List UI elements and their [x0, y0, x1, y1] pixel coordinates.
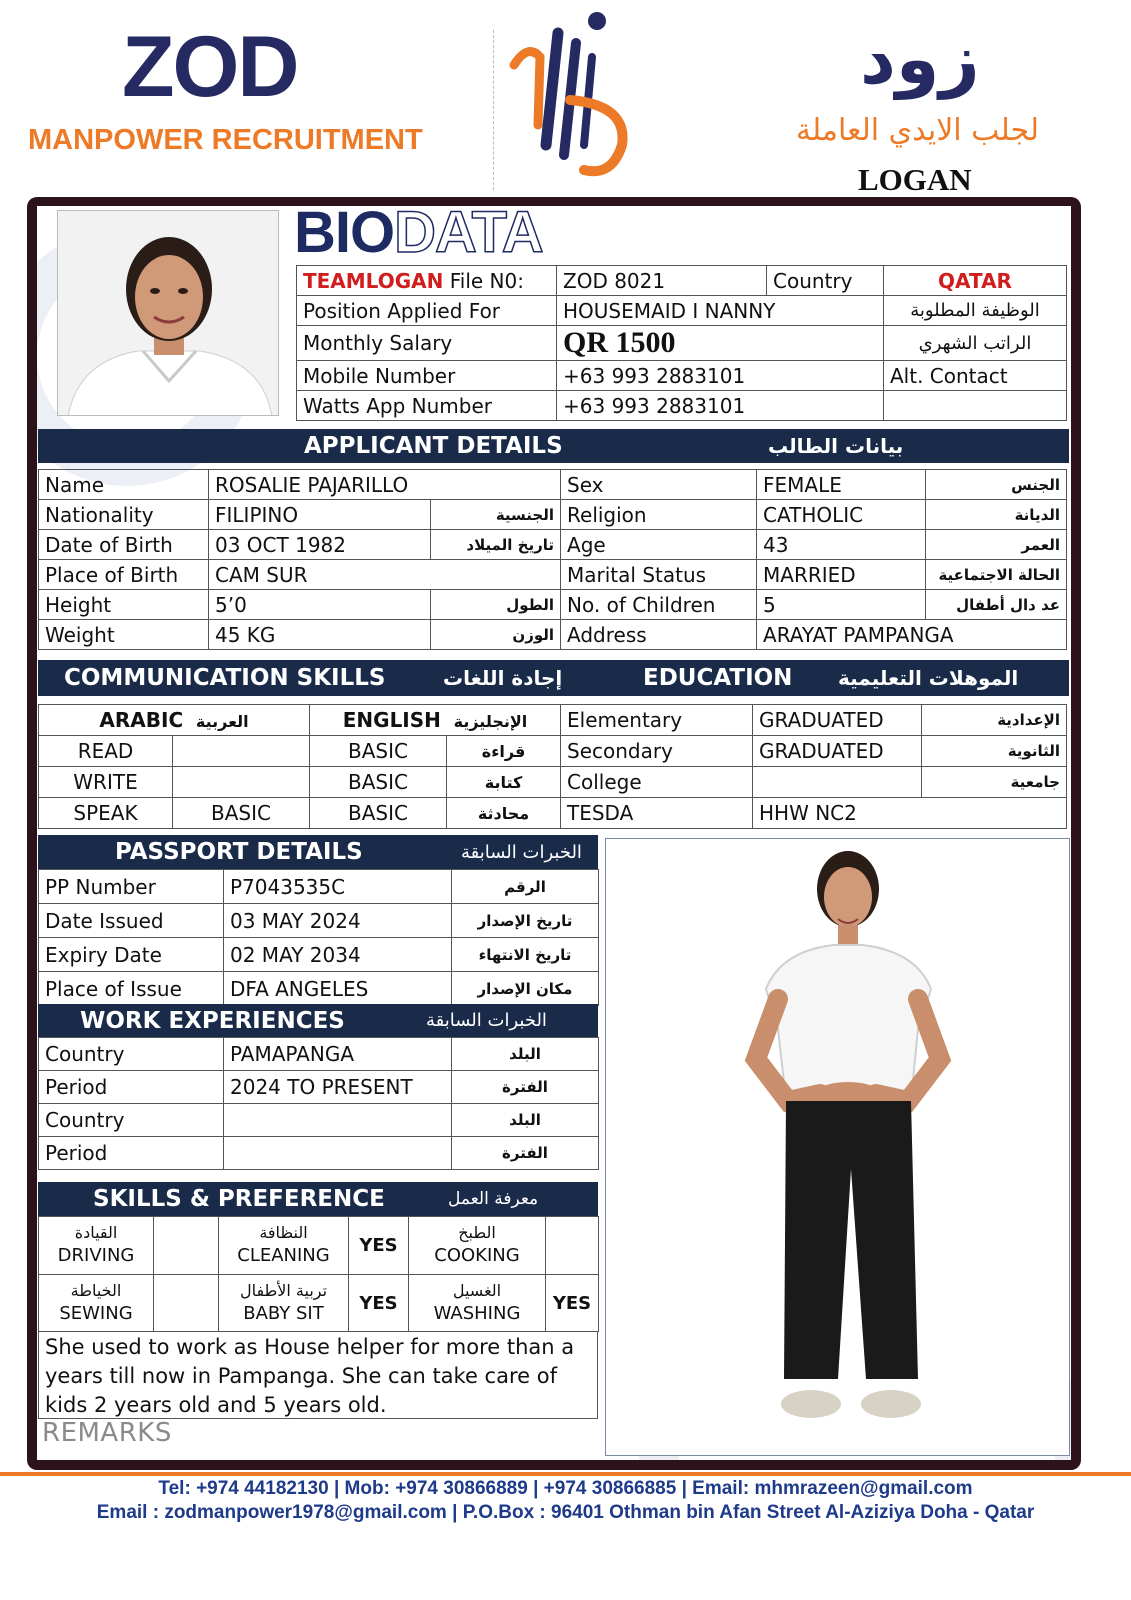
education-table: [560, 704, 1067, 829]
work-experience-title-ar: الخبرات السابقة: [426, 1010, 547, 1031]
marital-value: MARRIED: [757, 560, 926, 590]
read-label-ar: قراءة: [447, 736, 561, 767]
cleaning-skill: النظافة CLEANING: [219, 1217, 349, 1275]
biodata-title: BIODATA: [294, 200, 543, 265]
table-row: [39, 560, 1067, 590]
position-value: HOUSEMAID I NANNY: [557, 296, 884, 326]
table-row: [297, 391, 1067, 421]
alt-contact-label: Alt. Contact: [884, 361, 1067, 391]
table-row: [39, 530, 1067, 560]
pp-number-label-ar: الرقم: [452, 870, 599, 904]
work-period-label-ar: الفترة: [452, 1071, 599, 1104]
elementary-value: GRADUATED: [753, 705, 922, 736]
address-value: ARAYAT PAMPANGA: [757, 620, 1067, 650]
skills-table: [38, 1216, 599, 1332]
arabic-tagline: لجلب الايدي العاملة: [795, 113, 1040, 148]
cleaning-value: YES: [349, 1217, 409, 1275]
table-row: [39, 767, 561, 798]
elementary-label: Elementary: [561, 705, 753, 736]
religion-label: Religion: [561, 500, 757, 530]
work-period-label: Period: [39, 1071, 224, 1104]
expiry-date-value: 02 MAY 2034: [224, 938, 452, 972]
secondary-label: Secondary: [561, 736, 753, 767]
footer-contact-line: Tel: +974 44182130 | Mob: +974 30866889 | +974 30866885 | Email: mhmrazeen@gmail.com: [158, 1478, 973, 1499]
table-row: [39, 620, 1067, 650]
height-value: 5’0: [209, 590, 431, 620]
name-value: ROSALIE PAJARILLO: [209, 470, 561, 500]
nationality-label: Nationality: [39, 500, 209, 530]
communication-title: COMMUNICATION SKILLS: [64, 665, 386, 691]
washing-skill: الغسيل WASHING: [409, 1275, 546, 1332]
religion-value: CATHOLIC: [757, 500, 926, 530]
read-english-value: BASIC: [310, 736, 447, 767]
place-of-issue-label-ar: مكان الإصدار: [452, 972, 599, 1006]
nationality-value: FILIPINO: [209, 500, 431, 530]
brand-logo-icon: [500, 5, 640, 180]
weight-label-ar: الوزن: [431, 620, 561, 650]
work-experience-table: [38, 1037, 599, 1170]
table-row: [561, 798, 1067, 829]
age-label-ar: العمر: [926, 530, 1067, 560]
cooking-value: [546, 1217, 599, 1275]
work-period-label: Period: [39, 1137, 224, 1170]
table-row: [39, 938, 599, 972]
pp-number-value: P7043535C: [224, 870, 452, 904]
washing-value: YES: [546, 1275, 599, 1332]
dob-value: 03 OCT 1982: [209, 530, 431, 560]
applicant-details-title: APPLICANT DETAILS: [304, 433, 563, 459]
table-row: [39, 798, 561, 829]
applicant-details-table: [38, 469, 1067, 650]
table-row: [39, 1104, 599, 1137]
height-label-ar: الطول: [431, 590, 561, 620]
table-row: [39, 470, 1067, 500]
elementary-label-ar: الإعدادية: [922, 705, 1067, 736]
table-row: [39, 1137, 599, 1170]
secondary-label-ar: الثانوية: [922, 736, 1067, 767]
skills-title: SKILLS & PREFERENCE: [93, 1186, 385, 1212]
table-row: [297, 361, 1067, 391]
file-info-table: [296, 265, 1067, 421]
work-country-value: PAMAPANGA: [224, 1038, 452, 1071]
mobile-label: Mobile Number: [297, 361, 557, 391]
babysit-value: YES: [349, 1275, 409, 1332]
position-label: Position Applied For: [297, 296, 557, 326]
table-row: [297, 266, 1067, 296]
age-value: 43: [757, 530, 926, 560]
work-country-label: Country: [39, 1104, 224, 1137]
date-issued-label-ar: تاريخ الإصدار: [452, 904, 599, 938]
file-no-label: TEAMLOGAN File N0:: [297, 266, 557, 296]
height-label: Height: [39, 590, 209, 620]
work-period-value: [224, 1137, 452, 1170]
place-of-issue-value: DFA ANGELES: [224, 972, 452, 1006]
alt-contact-value: [884, 391, 1067, 421]
work-period-value: 2024 TO PRESENT: [224, 1071, 452, 1104]
footer-divider: [0, 1472, 1131, 1476]
table-row: [39, 870, 599, 904]
passport-table: [38, 869, 599, 1006]
arabic-brand: زود: [860, 18, 980, 100]
read-label: READ: [39, 736, 173, 767]
driving-skill: القيادة DRIVING: [39, 1217, 154, 1275]
table-row: [39, 1217, 599, 1275]
marital-label: Marital Status: [561, 560, 757, 590]
skills-preference-header: [38, 1182, 598, 1216]
college-label: College: [561, 767, 753, 798]
sewing-value: [154, 1275, 219, 1332]
table-row: [561, 705, 1067, 736]
education-title-ar: الموهلات التعليمية: [838, 666, 1019, 690]
passport-title: PASSPORT DETAILS: [115, 839, 363, 865]
place-of-issue-label: Place of Issue: [39, 972, 224, 1006]
table-row: [561, 767, 1067, 798]
applicant-full-body-photo: [605, 838, 1070, 1456]
page-header: [0, 0, 1131, 200]
table-row: [39, 705, 561, 736]
footer-address-line: Email : zodmanpower1978@gmail.com | P.O.Box : 96401 Othman bin Afan Street Al-Aziziya Doha - Qatar: [96, 1502, 1035, 1523]
age-label: Age: [561, 530, 757, 560]
table-row: [39, 500, 1067, 530]
communication-education-header: [38, 660, 1069, 696]
applicant-details-header: [38, 429, 1069, 463]
pp-number-label: PP Number: [39, 870, 224, 904]
whatsapp-value: +63 993 2883101: [557, 391, 884, 421]
expiry-date-label-ar: تاريخ الانتهاء: [452, 938, 599, 972]
children-value: 5: [757, 590, 926, 620]
cooking-skill: الطبخ COOKING: [409, 1217, 546, 1275]
logan-label: LOGAN: [858, 162, 972, 197]
brand-logo-text: ZOD: [122, 19, 298, 115]
education-title: EDUCATION: [643, 665, 793, 691]
tesda-label: TESDA: [561, 798, 753, 829]
table-row: [561, 736, 1067, 767]
religion-label-ar: الديانة: [926, 500, 1067, 530]
applicant-details-title-ar: بيانات الطالب: [768, 434, 904, 458]
speak-label: SPEAK: [39, 798, 173, 829]
work-period-label-ar: الفترة: [452, 1137, 599, 1170]
header-divider: [493, 30, 494, 190]
date-issued-value: 03 MAY 2024: [224, 904, 452, 938]
write-label: WRITE: [39, 767, 173, 798]
table-row: [39, 1038, 599, 1071]
passport-details-header: [38, 835, 598, 869]
date-issued-label: Date Issued: [39, 904, 224, 938]
name-label: Name: [39, 470, 209, 500]
write-label-ar: كتابة: [447, 767, 561, 798]
marital-label-ar: الحالة الاجتماعية: [926, 560, 1067, 590]
work-country-value: [224, 1104, 452, 1137]
weight-value: 45 KG: [209, 620, 431, 650]
driving-value: [154, 1217, 219, 1275]
sex-label-ar: الجنس: [926, 470, 1067, 500]
work-country-label: Country: [39, 1038, 224, 1071]
position-label-ar: الوظيفة المطلوبة: [884, 296, 1067, 326]
read-arabic-value: [173, 736, 310, 767]
whatsapp-label: Watts App Number: [297, 391, 557, 421]
expiry-date-label: Expiry Date: [39, 938, 224, 972]
college-value: [753, 767, 922, 798]
babysit-skill: تربية الأطفال BABY SIT: [219, 1275, 349, 1332]
children-label: No. of Children: [561, 590, 757, 620]
table-row: [39, 972, 599, 1006]
applicant-portrait-photo: [57, 210, 279, 416]
table-row: [39, 1071, 599, 1104]
weight-label: Weight: [39, 620, 209, 650]
sex-value: FEMALE: [757, 470, 926, 500]
work-country-label-ar: البلد: [452, 1038, 599, 1071]
salary-label: Monthly Salary: [297, 326, 557, 361]
dob-label-ar: تاريخ الميلاد: [431, 530, 561, 560]
speak-english-value: BASIC: [310, 798, 447, 829]
brand-subtitle: MANPOWER RECRUITMENT: [28, 124, 423, 156]
pob-value: CAM SUR: [209, 560, 561, 590]
nationality-label-ar: الجنسية: [431, 500, 561, 530]
write-english-value: BASIC: [310, 767, 447, 798]
remarks-text: She used to work as House helper for more than a years till now in Pampanga. She can take care of kids 2 years old and 5 years old.: [38, 1331, 598, 1419]
write-arabic-value: [173, 767, 310, 798]
pob-label: Place of Birth: [39, 560, 209, 590]
salary-label-ar: الراتب الشهري: [884, 326, 1067, 361]
children-label-ar: عد دال أطفال: [926, 590, 1067, 620]
work-country-label-ar: البلد: [452, 1104, 599, 1137]
table-row: [297, 296, 1067, 326]
table-row: [39, 904, 599, 938]
language-skills-table: [38, 704, 561, 829]
table-row: [39, 1275, 599, 1332]
country-value: QATAR: [884, 266, 1067, 296]
speak-arabic-value: BASIC: [173, 798, 310, 829]
salary-value: QR 1500: [557, 326, 884, 361]
passport-title-ar: الخبرات السابقة: [461, 841, 582, 863]
dob-label: Date of Birth: [39, 530, 209, 560]
english-header: ENGLISH الإنجليزية: [310, 705, 561, 736]
communication-title-ar: إجادة اللغات: [443, 666, 563, 690]
arabic-header: ARABIC العربية: [39, 705, 310, 736]
file-no-value: ZOD 8021: [557, 266, 767, 296]
table-row: [39, 736, 561, 767]
college-label-ar: جامعية: [922, 767, 1067, 798]
tesda-value: HHW NC2: [753, 798, 1067, 829]
country-label: Country: [767, 266, 884, 296]
work-experience-title: WORK EXPERIENCES: [80, 1007, 345, 1034]
address-label: Address: [561, 620, 757, 650]
mobile-value: +63 993 2883101: [557, 361, 884, 391]
work-experience-header: [38, 1004, 598, 1037]
secondary-value: GRADUATED: [753, 736, 922, 767]
speak-label-ar: محادثة: [447, 798, 561, 829]
skills-title-ar: معرفة العمل: [448, 1189, 539, 1209]
sewing-skill: الخياطة SEWING: [39, 1275, 154, 1332]
table-row: [297, 326, 1067, 361]
table-row: [39, 590, 1067, 620]
remarks-label: REMARKS: [42, 1418, 172, 1448]
sex-label: Sex: [561, 470, 757, 500]
